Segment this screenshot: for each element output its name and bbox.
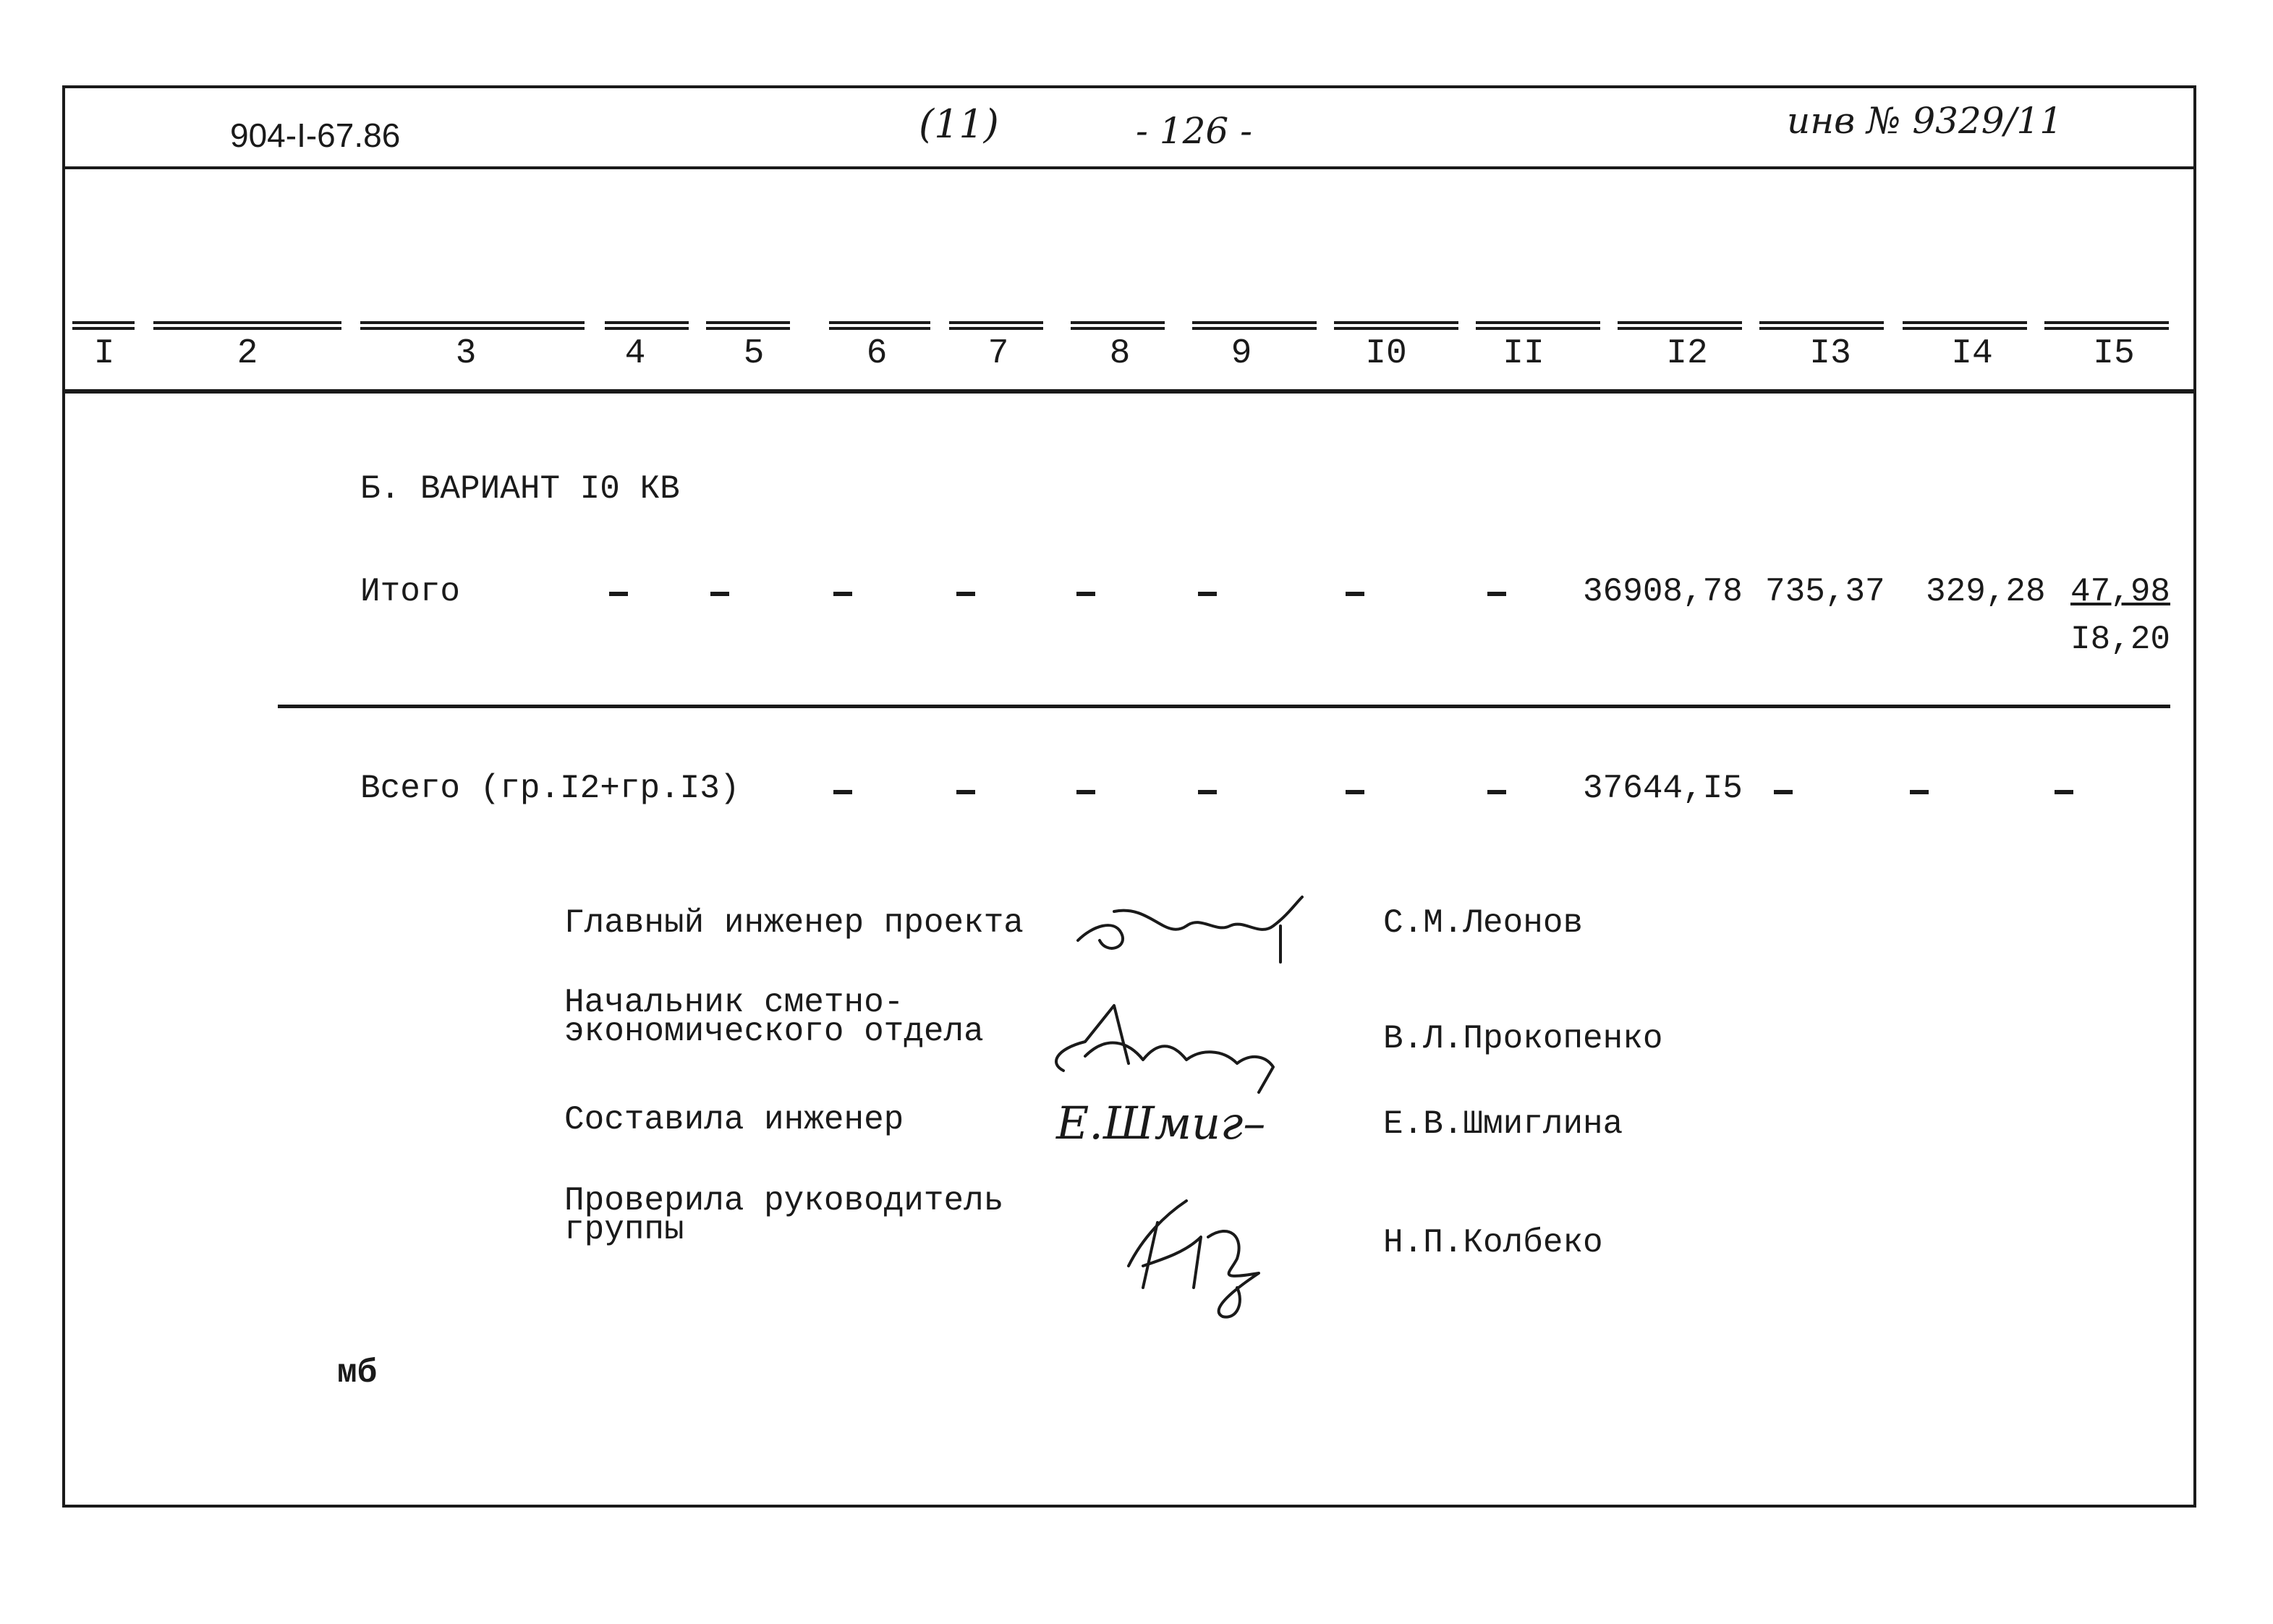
column-number: 8 bbox=[1109, 334, 1131, 373]
handwritten-signature-leonov bbox=[1063, 883, 1324, 977]
column-number: I0 bbox=[1365, 334, 1407, 373]
column-number: II bbox=[1503, 334, 1545, 373]
vsego-label: Всего (гр.I2+гр.I3) bbox=[360, 770, 740, 807]
column-number: 2 bbox=[237, 334, 258, 373]
itogo-col15-top: 47,98 bbox=[2070, 573, 2171, 611]
vsego-col12: 37644,I5 bbox=[1583, 770, 1743, 807]
column-number: I3 bbox=[1809, 334, 1851, 373]
signature-role: Начальник сметно- экономического отдела bbox=[564, 984, 984, 1050]
sheet-mark: (11) bbox=[919, 101, 999, 147]
signatory-name: В.Л.Прокопенко bbox=[1383, 1020, 1663, 1058]
column-number: 5 bbox=[743, 334, 765, 373]
handwritten-signature-prokopenko bbox=[1042, 991, 1288, 1100]
inventory-number: инв № 9329/11 bbox=[1787, 100, 2063, 142]
total-separator-rule bbox=[278, 705, 2170, 708]
header-rule bbox=[65, 166, 2193, 169]
signatory-name: Н.П.Колбеко bbox=[1383, 1224, 1603, 1262]
itogo-label: Итого bbox=[360, 573, 461, 611]
column-number: 9 bbox=[1231, 334, 1252, 373]
itogo-col15-bottom: I8,20 bbox=[2070, 621, 2171, 658]
column-number: I bbox=[93, 334, 115, 373]
signature-role: Главный инженер проекта bbox=[564, 904, 1024, 942]
itogo-col13: 735,37 bbox=[1765, 573, 1885, 611]
signature-role: Составила инженер bbox=[564, 1101, 904, 1139]
itogo-col12: 36908,78 bbox=[1583, 573, 1743, 611]
column-number: 7 bbox=[987, 334, 1009, 373]
column-header-rule bbox=[65, 389, 2193, 394]
column-number: I4 bbox=[1951, 334, 1993, 373]
column-number: 3 bbox=[455, 334, 477, 373]
signatory-name: Е.В.Шмиглина bbox=[1383, 1105, 1623, 1143]
section-title: Б. ВАРИАНТ I0 КВ bbox=[360, 470, 680, 508]
column-number: I2 bbox=[1666, 334, 1708, 373]
column-number: I5 bbox=[2093, 334, 2135, 373]
signature-role: Проверила руководитель группы bbox=[564, 1182, 1004, 1249]
itogo-col14: 329,28 bbox=[1926, 573, 2046, 611]
doc-code: 904-I-67.86 bbox=[230, 116, 401, 154]
signatory-name: С.М.Леонов bbox=[1383, 904, 1584, 942]
footer-mark: мб bbox=[337, 1354, 378, 1392]
column-number: 6 bbox=[866, 334, 888, 373]
handwritten-signature-kolbeko bbox=[1114, 1194, 1302, 1324]
handwritten-signature-shmiglina: Е.Шмиг– bbox=[1056, 1097, 1266, 1149]
column-number: 4 bbox=[624, 334, 646, 373]
page-number: - 126 - bbox=[1136, 110, 1253, 152]
